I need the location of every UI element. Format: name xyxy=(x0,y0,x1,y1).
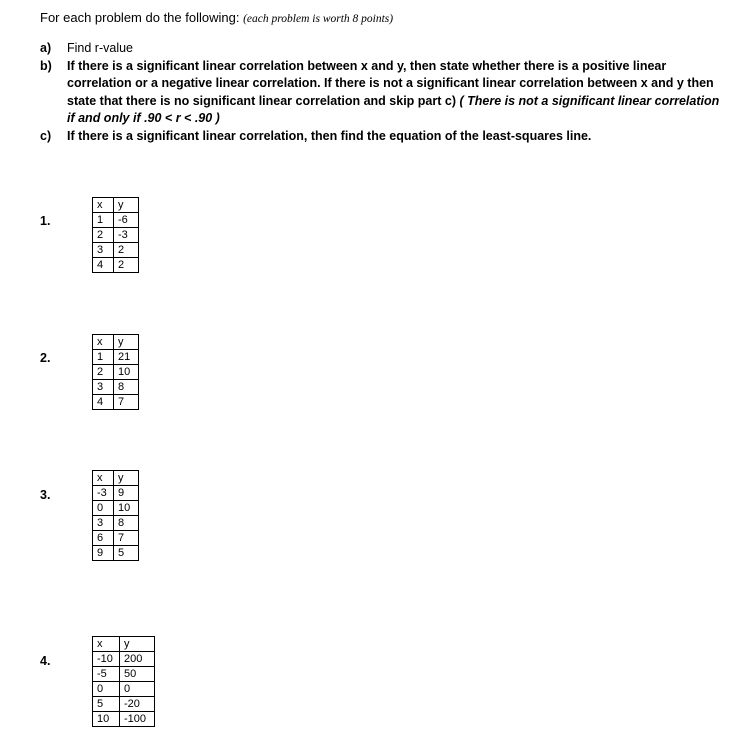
problem-number: 1. xyxy=(40,214,51,228)
table-header-cell: y xyxy=(114,335,139,350)
table-row xyxy=(93,682,155,697)
table-cell: 9 xyxy=(114,486,139,501)
table-header-row xyxy=(93,637,155,652)
table-cell: 8 xyxy=(114,380,139,395)
instruction-c xyxy=(40,128,720,146)
problem-number: 4. xyxy=(40,654,51,668)
table-header-cell: y xyxy=(114,471,139,486)
table-cell: -6 xyxy=(114,213,139,228)
table-cell: 7 xyxy=(114,531,139,546)
problem-number: 2. xyxy=(40,351,51,365)
table-header-cell: x xyxy=(93,198,114,213)
table-row xyxy=(93,243,139,258)
table-cell: 8 xyxy=(114,516,139,531)
table-row xyxy=(93,350,139,365)
problem-number: 3. xyxy=(40,488,51,502)
instruction-text: If there is a significant linear correlation between x and y, then state whether there is a positive linear correlation or a negative linear correlation. If there is not a significant linear correlation between x and y then state that there is no significant linear correlation and skip part c) xyxy=(67,58,714,108)
table-cell: -3 xyxy=(114,228,139,243)
table-cell: 9 xyxy=(93,546,114,561)
table-cell: 0 xyxy=(93,682,120,697)
table-row xyxy=(93,501,139,516)
table-cell: 3 xyxy=(93,516,114,531)
table-cell: 200 xyxy=(120,652,155,667)
table-cell: -20 xyxy=(120,697,155,712)
header-points-hint: (each problem is worth 8 points) xyxy=(243,13,394,25)
instruction-letter: b) xyxy=(40,58,52,73)
header-title: For each problem do the following: xyxy=(40,10,240,25)
instruction-letter: c) xyxy=(40,128,52,143)
page-header xyxy=(40,10,393,25)
table-cell: 5 xyxy=(93,697,120,712)
table-cell: -3 xyxy=(93,486,114,501)
data-table-4 xyxy=(92,636,155,727)
table-row xyxy=(93,712,155,727)
instruction-a xyxy=(40,40,720,58)
instruction-note: ( There is not a significant linear correlation if and only if .90 < r < .90 ) xyxy=(67,93,720,125)
table-row xyxy=(93,228,139,243)
table-cell: 2 xyxy=(114,258,139,273)
table-cell: 2 xyxy=(93,228,114,243)
instruction-b xyxy=(40,58,720,128)
table-cell: 7 xyxy=(114,395,139,410)
table-header-row xyxy=(93,335,139,350)
table-header-cell: y xyxy=(114,198,139,213)
table-header-cell: y xyxy=(120,637,155,652)
table-row xyxy=(93,258,139,273)
table-cell: 3 xyxy=(93,380,114,395)
instruction-list xyxy=(40,40,720,145)
table-row xyxy=(93,516,139,531)
table-cell: 5 xyxy=(114,546,139,561)
table-cell: 0 xyxy=(93,501,114,516)
table-row xyxy=(93,213,139,228)
table-cell: 10 xyxy=(114,501,139,516)
table-cell: 21 xyxy=(114,350,139,365)
table-cell: 2 xyxy=(93,365,114,380)
table-row xyxy=(93,546,139,561)
table-cell: 50 xyxy=(120,667,155,682)
table-header-cell: x xyxy=(93,471,114,486)
table-cell: -100 xyxy=(120,712,155,727)
table-cell: 1 xyxy=(93,213,114,228)
instruction-letter: a) xyxy=(40,41,52,55)
table-cell: 0 xyxy=(120,682,155,697)
table-row xyxy=(93,395,139,410)
table-cell: -10 xyxy=(93,652,120,667)
instruction-text: If there is a significant linear correlation, then find the equation of the least-squares line. xyxy=(67,128,592,143)
table-header-cell: x xyxy=(93,637,120,652)
data-table-1 xyxy=(92,197,139,273)
table-cell: 2 xyxy=(114,243,139,258)
table-row xyxy=(93,531,139,546)
instruction-text: Find r-value xyxy=(67,41,133,55)
table-cell: -5 xyxy=(93,667,120,682)
data-table-3 xyxy=(92,470,139,561)
table-header-cell: x xyxy=(93,335,114,350)
table-cell: 1 xyxy=(93,350,114,365)
table-row xyxy=(93,380,139,395)
table-cell: 6 xyxy=(93,531,114,546)
table-row xyxy=(93,486,139,501)
table-cell: 3 xyxy=(93,243,114,258)
table-row xyxy=(93,697,155,712)
table-row xyxy=(93,652,155,667)
table-cell: 4 xyxy=(93,395,114,410)
table-row xyxy=(93,365,139,380)
table-header-row xyxy=(93,198,139,213)
table-cell: 10 xyxy=(114,365,139,380)
data-table-2 xyxy=(92,334,139,410)
table-cell: 4 xyxy=(93,258,114,273)
table-header-row xyxy=(93,471,139,486)
table-cell: 10 xyxy=(93,712,120,727)
table-row xyxy=(93,667,155,682)
